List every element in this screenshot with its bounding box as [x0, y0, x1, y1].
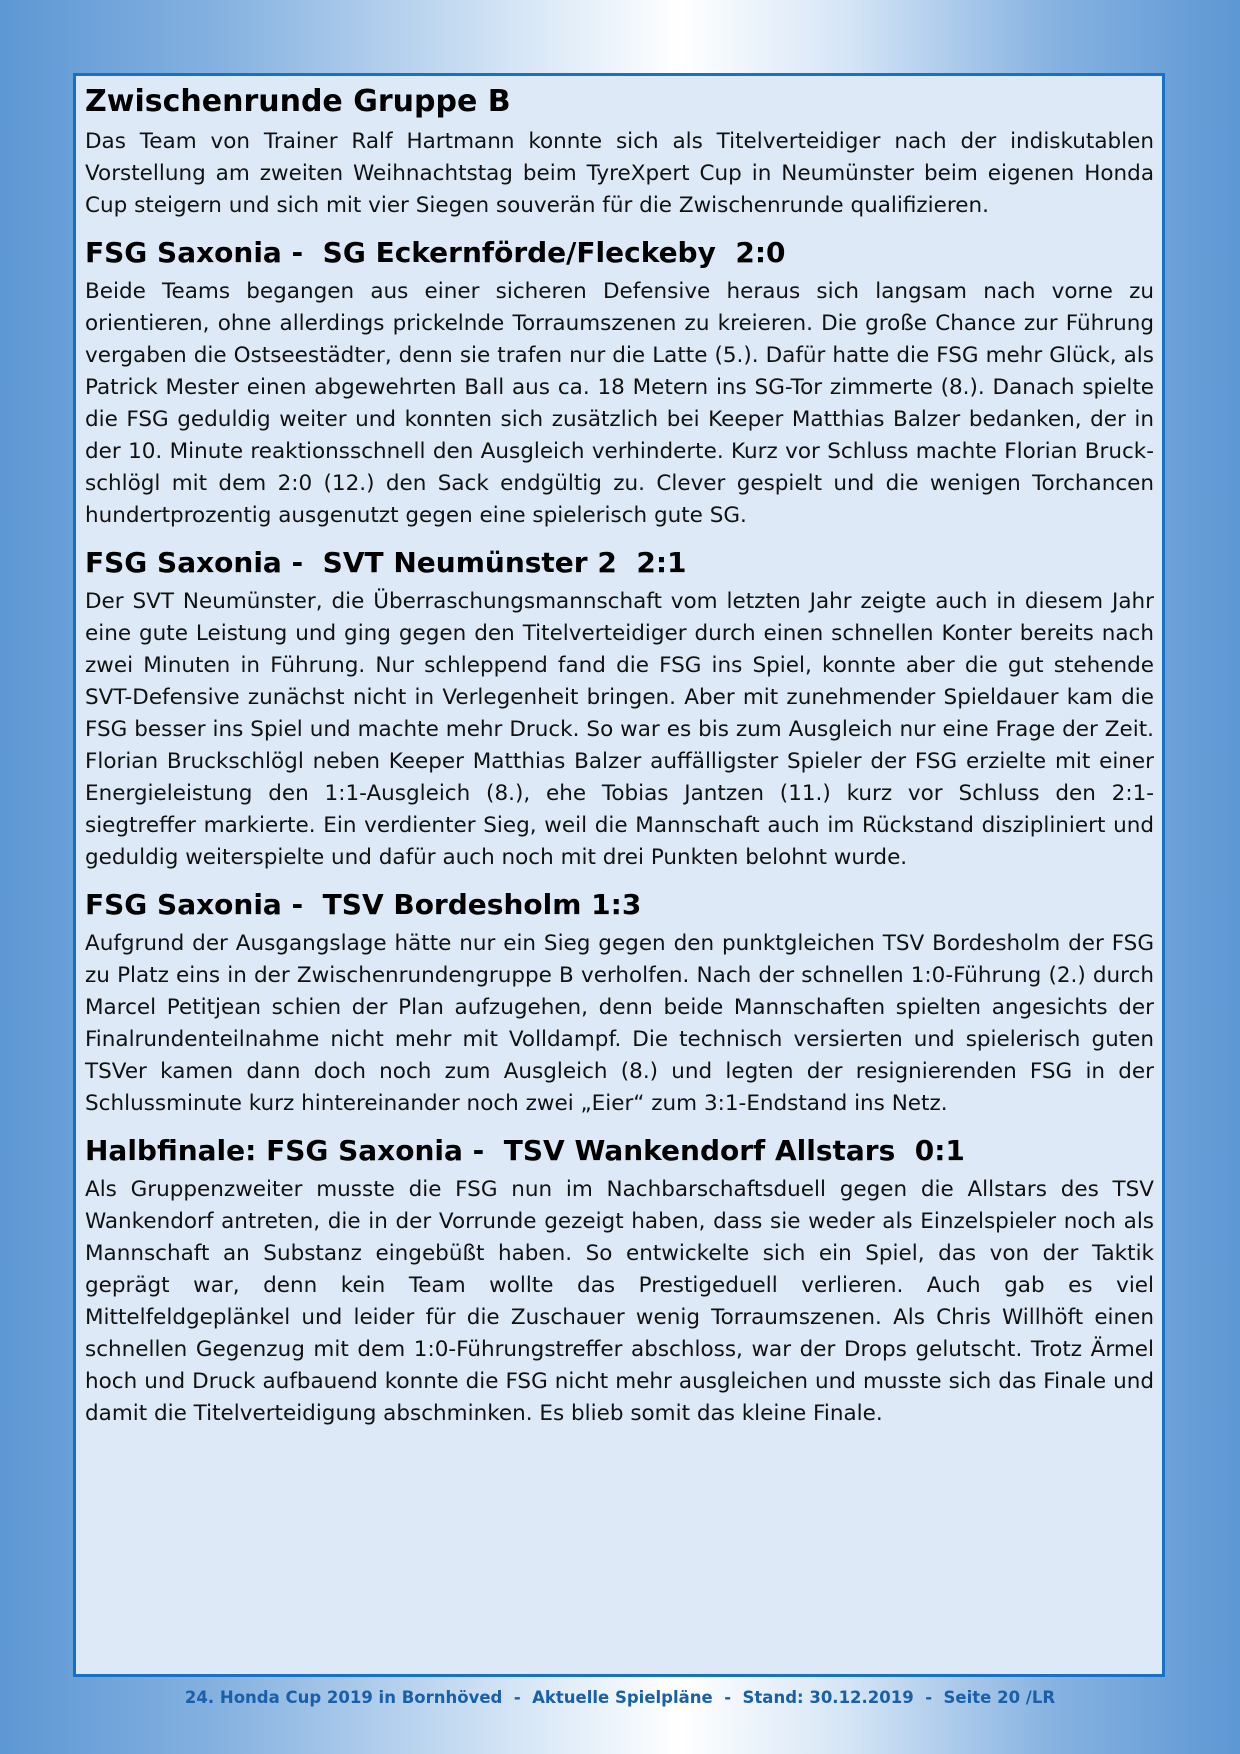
- match-report-halbfinale: Als Gruppenzweiter musste die FSG nun im Nachbarschaftsduell gegen die Allstars des TSV Wankendorf antreten, die in der Vorrunde gezeigt haben, dass sie weder als Einzelspieler noch als Mannschaft an Substanz eingebüßt haben. So entwickelte sich ein Spiel, das von der Taktik geprägt war, denn kein Team wollte das Prestigeduell verlieren. Auch gab es viel Mittelfeldgeplänkel und leider für die Zuschauer wenig Torraumszenen. Als Chris Willhöft einen schnellen Gegenzug mit dem 1:0-Führungstreffer abschloss, war der Drops gelutscht. Trotz Ärmel hoch und Druck aufbauend konnte die FSG nicht mehr ausgleichen und musste sich das Finale und damit die Titelverteidigung abschminken. Es blieb somit das kleine Finale.: [85, 1177, 1154, 1426]
- page-footer: 24. Honda Cup 2019 in Bornhöved - Aktuelle Spielpläne - Stand: 30.12.2019 - Seite 20 /LR: [184, 1688, 1056, 1707]
- match-heading-halbfinale: Halbfinale: FSG Saxonia - TSV Wankendorf Allstars 0:1: [85, 1134, 965, 1167]
- match-report-bordesholm: Aufgrund der Ausgangslage hätte nur ein Sieg gegen den punktgleichen TSV Bordesholm der FSG zu Platz eins in der Zwischenrundengruppe B verholfen. Nach der schnellen 1:0-Führung (2.) durch Marcel Petitjean schien der Plan aufzugehen, denn beide Mannschaften spielten angesichts der Finalrundenteilnahme nicht mehr mit Volldampf. Die technisch versierten und spielerisch guten TSVer kamen dann doch noch zum Ausgleich (8.) und legten der resignierenden FSG in der Schlussminute kurz hintereinander noch zwei „Eier“ zum 3:1-Endstand ins Netz.: [85, 931, 1154, 1116]
- match-report-neumuenster: Der SVT Neumünster, die Überraschungsmannschaft vom letzten Jahr zeigte auch in diesem Jahr eine gute Leistung und ging gegen den Titelverteidiger durch einen schnellen Konter bereits nach zwei Minuten in Führung. Nur schleppend fand die FSG ins Spiel, konnte aber die gut stehende SVT-Defensive zunächst nicht in Verlegenheit bringen. Aber mit zunehmender Spieldauer kam die FSG besser ins Spiel und machte mehr Druck. So war es bis zum Ausgleich nur eine Frage der Zeit. Florian Bruckschlögl neben Keeper Matthias Balzer auffälligster Spieler der FSG erzielte mit einer Energieleistung den 1:1-Ausgleich (8.), ehe Tobias Jantzen (11.) kurz vor Schluss den 2:1-siegtreffer markierte. Ein verdienter Sieg, weil die Mannschaft auch im Rückstand diszipliniert und geduldig weiterspielte und dafür auch noch mit drei Punkten belohnt wurde.: [85, 589, 1154, 870]
- article-box: [73, 73, 1165, 1677]
- intro-paragraph: Das Team von Trainer Ralf Hartmann konnte sich als Titelverteidiger nach der indiskutablen Vorstellung am zweiten Weihnachtstag beim TyreXpert Cup in Neumünster beim eigenen Honda Cup steigern und sich mit vier Siegen souverän für die Zwischenrunde qualifizieren.: [85, 129, 1154, 218]
- page-title: Zwischenrunde Gruppe B: [85, 84, 511, 119]
- match-heading-bordesholm: FSG Saxonia - TSV Bordesholm 1:3: [85, 888, 642, 921]
- match-heading-eckernfoerde: FSG Saxonia - SG Eckernförde/Fleckeby 2:0: [85, 236, 786, 269]
- match-heading-neumuenster: FSG Saxonia - SVT Neumünster 2 2:1: [85, 546, 687, 579]
- match-report-eckernfoerde: Beide Teams begangen aus einer sicheren Defensive heraus sich langsam nach vorne zu orientieren, ohne allerdings prickelnde Torraumszenen zu kreieren. Die große Chance zur Führung vergaben die Ostseestädter, denn sie trafen nur die Latte (5.). Dafür hatte die FSG mehr Glück, als Patrick Mester einen abgewehrten Ball aus ca. 18 Metern ins SG-Tor zimmerte (8.). Danach spielte die FSG geduldig weiter und konnten sich zusätzlich bei Keeper Matthias Balzer bedanken, der in der 10. Minute reaktionsschnell den Ausgleich verhinderte. Kurz vor Schluss machte Florian Bruckschlögl mit dem 2:0 (12.) den Sack endgültig zu. Clever gespielt und die wenigen Torchancen hundertprozentig ausgenutzt gegen eine spielerisch gute SG.: [85, 279, 1154, 528]
